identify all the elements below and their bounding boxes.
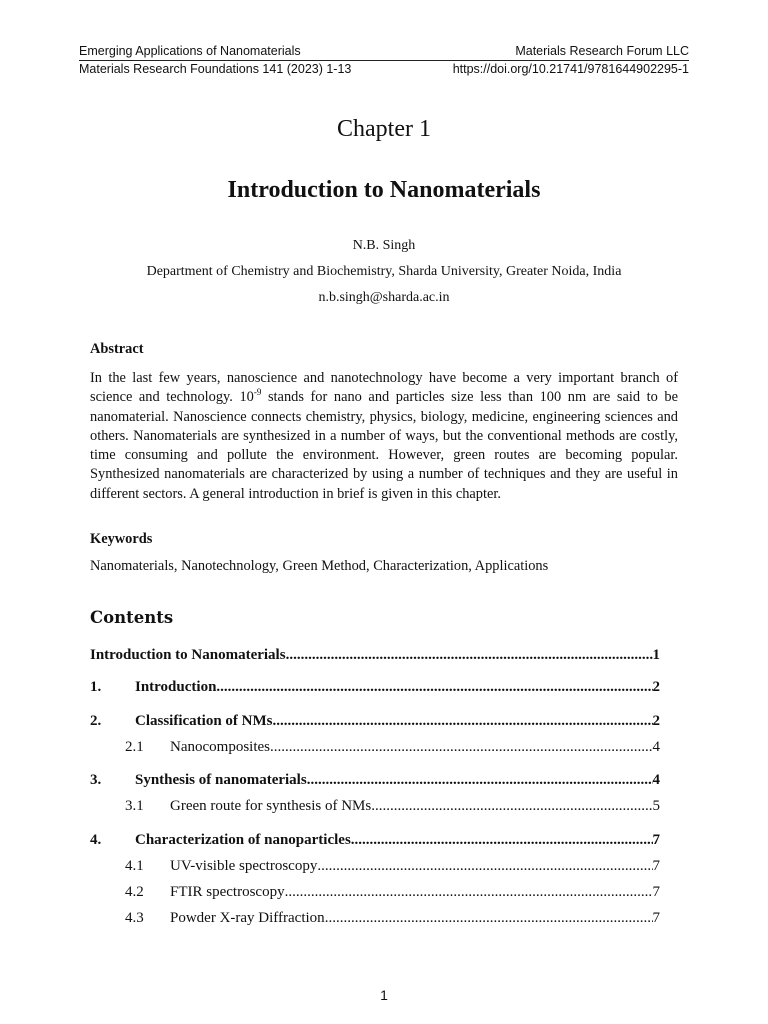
author-name: N.B. Singh	[352, 238, 416, 253]
page-number: 1	[380, 987, 388, 1003]
toc-entry-number: 4.2	[125, 884, 144, 900]
toc-subentry[interactable]	[90, 884, 660, 904]
toc-entry[interactable]	[90, 772, 660, 792]
toc-leader	[285, 884, 653, 901]
toc-entry-title: FTIR spectroscopy	[170, 884, 285, 900]
toc-entry[interactable]	[90, 679, 660, 699]
toc-entry-title: Powder X-ray Diffraction	[170, 910, 325, 926]
chapter-label: Chapter 1	[337, 116, 431, 142]
toc-entry[interactable]	[90, 713, 660, 733]
toc-leader	[286, 647, 653, 664]
contents-heading: Contents	[90, 608, 174, 627]
author-email[interactable]: n.b.singh@sharda.ac.in	[318, 290, 450, 305]
chapter-title: Introduction to Nanomaterials	[227, 177, 541, 203]
toc-subentry[interactable]	[90, 910, 660, 930]
toc-leader	[371, 798, 652, 815]
toc-entry[interactable]	[90, 832, 660, 852]
toc-entry-page: 1	[652, 647, 660, 663]
abstract-exponent: -9	[253, 387, 262, 398]
keywords-heading: Keywords	[90, 531, 153, 547]
toc-entry-number: 4.1	[125, 858, 144, 874]
toc-entry-page: 7	[652, 910, 660, 926]
toc-entry-page: 2	[652, 679, 660, 695]
toc-subentry[interactable]	[90, 798, 660, 818]
toc-leader	[216, 679, 652, 696]
abstract-text-part2: stands for nano and particles size less than 100 nm are said to be nanomaterial. Nanoscience connects chemistry, physics, biology, medicine, engineering sciences and others. Nanomaterials are synthesized in a number of ways, but the conventional methods are costly, time consuming and pollute the environment. However, green routes are becoming popular. Synthesized nanomaterials are characterized by using a number of techniques and they are useful in different sectors. A general introduction in brief is given in this chapter.	[90, 389, 678, 502]
toc-entry-title: UV-visible spectroscopy	[170, 858, 318, 874]
doi-link[interactable]: https://doi.org/10.21741/9781644902295-1	[452, 62, 689, 76]
toc-leader	[307, 772, 653, 789]
toc-entry-title: Synthesis of nanomaterials	[135, 772, 307, 788]
toc-entry-number: 1.	[90, 679, 102, 695]
publisher-name: Materials Research Forum LLC	[515, 44, 689, 58]
toc-entry-title: Green route for synthesis of NMs	[170, 798, 372, 814]
toc-entry-page: 7	[652, 832, 660, 848]
toc-subentry[interactable]	[90, 858, 660, 878]
toc-entry-number: 4.	[90, 832, 102, 848]
toc-entry-number: 2.	[90, 713, 102, 729]
toc-entry-title: Classification of NMs	[135, 713, 273, 729]
running-header-top	[79, 44, 689, 61]
series-citation: Materials Research Foundations 141 (2023) 1-13	[79, 62, 352, 76]
toc-subentry[interactable]	[90, 739, 660, 759]
toc-entry-title: Characterization of nanoparticles	[135, 832, 351, 848]
toc-entry-number: 2.1	[125, 739, 144, 755]
abstract-text	[90, 369, 678, 504]
toc-leader	[273, 713, 653, 730]
toc-entry-number: 4.3	[125, 910, 144, 926]
author-affiliation: Department of Chemistry and Biochemistry, Sharda University, Greater Noida, India	[146, 264, 622, 279]
keywords-text: Nanomaterials, Nanotechnology, Green Method, Characterization, Applications	[90, 558, 549, 574]
toc-leader	[351, 832, 653, 849]
toc-entry-page: 5	[652, 798, 660, 814]
toc-entry-title: Introduction	[135, 679, 217, 695]
toc-entry-page: 4	[652, 739, 660, 755]
toc-leader	[317, 858, 652, 875]
book-title: Emerging Applications of Nanomaterials	[79, 44, 301, 58]
toc-entry[interactable]	[90, 647, 660, 667]
toc-entry-number: 3.	[90, 772, 102, 788]
abstract-heading: Abstract	[90, 341, 144, 357]
toc-entry-page: 4	[652, 772, 660, 788]
toc-leader	[270, 739, 653, 756]
toc-entry-page: 7	[652, 858, 660, 874]
toc-entry-number: 3.1	[125, 798, 144, 814]
toc-entry-page: 2	[652, 713, 660, 729]
toc-entry-title: Introduction to Nanomaterials	[90, 647, 286, 663]
toc-entry-title: Nanocomposites	[170, 739, 270, 755]
toc-leader	[325, 910, 653, 927]
running-header-bottom	[79, 62, 689, 77]
toc-entry-page: 7	[652, 884, 660, 900]
abstract-text-part1: In the last few years, nanoscience and nanotechnology have become a very important branch of science and technology. 10	[90, 370, 678, 406]
